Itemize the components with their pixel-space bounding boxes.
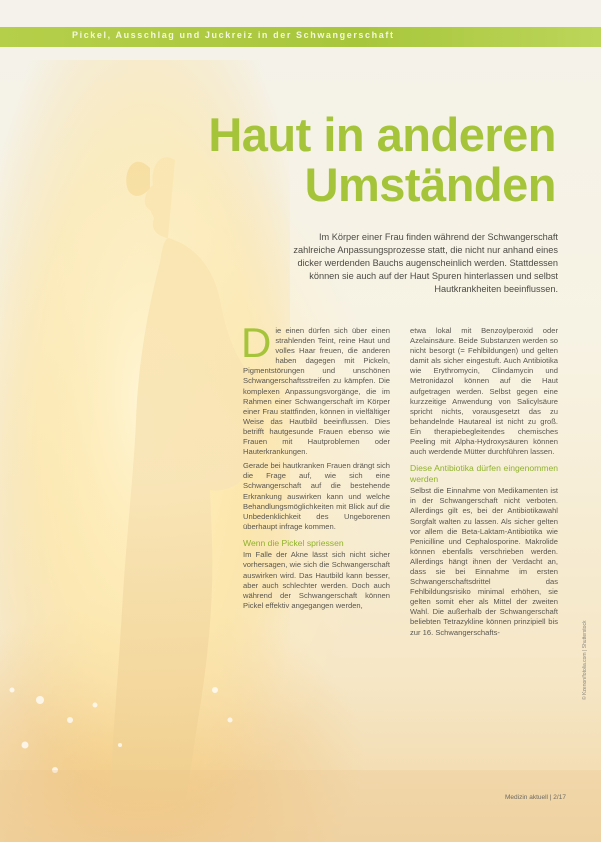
title-line-2: Umständen — [304, 158, 556, 211]
drop-cap: D — [241, 319, 272, 366]
text-column-2 — [410, 326, 558, 642]
column2-paragraph-2: Selbst die Einnahme von Medikamenten ist in der Schwangerschaft nicht verboten. Allerdings gilt es, bei der Antibiotikawahl Sorgfalt walten zu lassen. Als sicher gelten vor allem die Beta-Laktam-Antibiotika wie Penicilline und Cephalosporine. Makrolide können ebenfalls verschrieben werden. Allerdings hängt ihnen der Verdacht an, dass sie bei Einnahme im ersten Schwangerschaftsdrittel das Fehlbildungsrisiko minimal erhöhen, sie gelten somit eher als Mittel der zweiten Wahl. Die außerhalb der Schwangerschaft beliebten Tetrazykline können prinzipiell bis zur 16. Schwangerschafts- — [410, 486, 558, 637]
column1-paragraph-3: Im Falle der Akne lässt sich nicht sicher vorhersagen, wie sich die Schwangerschaft auswirken wird. Das Hautbild kann besser, aber auch schlechter werden. Doch auch während der Schwangerschaft können Pickel effektiv angegangen werden, — [243, 550, 390, 610]
text-column-1 — [241, 319, 390, 615]
article-title — [208, 110, 556, 210]
column1-paragraph-2: Gerade bei hautkranken Frauen drängt sich die Frage auf, wie sich eine Schwangerschaft auf die bestehende Erkrankung auswirken kann und welche Behandlungsmöglichkeiten mit Blick auf die Unbedenklichkeit des Ungeborenen überhaupt infrage kommen. — [243, 461, 390, 531]
column1-paragraph-1: ie einen dürfen sich über einen strahlenden Teint, reine Haut und volles Haar freuen, die anderen haben dagegen mit Pickeln, Pigmentstörungen und unschönen Schwangerschaftsstreifen zu kämpfen. Die komplexen Anpassungsvorgänge, die im Rahmen einer Schwangerschaft im Körper einer Frau stattfinden, können in vielfältiger Weise das Hautbild beeinflussen. Dies betrifft hautgesunde Frauen ebenso wie Frauen mit Hautproblemen oder Hauterkrankungen. — [243, 326, 390, 457]
photo-credit: © Kzenon/fotolia.com | Shutterstock — [582, 620, 588, 700]
page-footer: Medizin aktuell | 2/17 — [505, 794, 566, 801]
title-line-1: Haut in anderen — [208, 108, 556, 161]
intro-paragraph: Im Körper einer Frau finden während der Schwangerschaft zahlreiche Anpassungsprozesse statt, die nicht nur anhand eines dicker werdenden Bauchs augenscheinlich werden. Stattdessen können sie auch auf der Haut Spuren hinterlassen und selbst Hautkrankheiten beeinflussen. — [293, 232, 558, 294]
subheading-pickel: Wenn die Pickel spriessen — [243, 537, 344, 548]
column2-paragraph-1: etwa lokal mit Benzoylperoxid oder Azelainsäure. Beide Substanzen werden so nicht besorgt (= Fehlbildungen) und gelten damit als sicher eingestuft. Auch Antibiotika wie Erythromycin, Clindamycin und Metronidazol können auf die Haut aufgetragen werden. Selbst gegen eine kurzzeitige Anwendung von Salicylsäure spricht nichts, vorausgesetzt das zu behandelnde Hautareal ist nicht zu groß. Ein therapiebegleitendes chemisches Peeling mit Alpha-Hydroxysäuren können auch werdende Mütter durchführen lassen. — [410, 326, 558, 457]
subheading-antibiotika: Diese Antibiotika dürfen eingenommen werden — [410, 463, 558, 484]
section-label: Pickel, Ausschlag und Juckreiz in der Schwangerschaft — [72, 30, 395, 40]
